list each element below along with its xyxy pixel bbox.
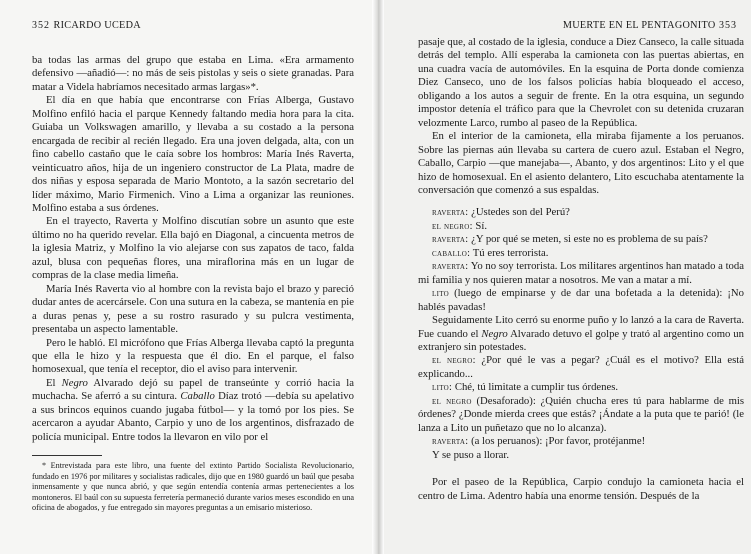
footnote-rule: [32, 455, 102, 456]
speech: Tú eres terrorista.: [472, 246, 549, 259]
right-running-head: [563, 20, 737, 31]
paragraph: El día en que había que encontrarse con Frías Alberga, Gustavo Molfino enfiló hacia el parque Kennedy faltando media hora para la cita. Guiaba un Volkswagen amarillo, y llevaba a su costado a la persona encargada de recibir al recién llegado. Era una joven delgada, alta, con un fino cabello castaño que le caía sobre los hombros: María Inés Raverta, veinticuatro años, hija de un ingeniero constructor de La Plata, madre de dos niñas y esposa separada de Mario Montoto, a la sazón secretario del líder máximo, Mario Firmenich. Vino a Lima a organizar las reuniones. Molfino estaba a sus órdenes.: [32, 94, 354, 214]
speech: (luego de empinarse y de dar una bofetada a la detenida): ¡No hablés pavadas!: [418, 287, 744, 313]
spacer: [418, 462, 744, 476]
paragraph: [418, 314, 744, 354]
paragraph: María Inés Raverta vio al hombre con la revista bajo el brazo y pareció dudar antes de acercársele. Con una sutura en la cabeza, se mantenía en pie a duras penas y, pese a su rostro rasurado y su pulcra vestimenta, presentaba un aspecto lamentable.: [32, 282, 354, 336]
dialogue-line: [418, 247, 744, 260]
text-run: Seguidamente Lito cerró su enorme puño y lo lanzó a la cara de Raverta. Fue cuando el: [418, 314, 744, 340]
left-running-head: [32, 20, 141, 31]
dialogue-line: [418, 287, 744, 314]
dialogue-line: [418, 260, 744, 287]
dialogue-line: [418, 435, 744, 448]
left-running-head-title: RICARDO UCEDA: [53, 20, 141, 31]
italic-run: Negro: [61, 376, 88, 389]
dialogue-line: [418, 206, 744, 219]
left-body-text: [32, 54, 354, 444]
text-run: Díaz trotó —debía su apelativo a sus brincos equinos cuando jugaba fútbol— y la tomó por los pies. Se acercaron a ayudar Abanto, Carpio y uno de los argentinos, disfrazado de policía municipal. Entre todos la llevaron en vilo por el: [32, 390, 354, 443]
right-running-head-title: MUERTE EN EL PENTAGONITO: [562, 20, 716, 31]
spacer: [418, 197, 744, 206]
speaker: el negro:: [432, 355, 476, 367]
paragraph: [32, 377, 354, 444]
footnote-text: * Entrevistada para este libro, una fuente del extinto Partido Socialista Revolucionario, fundado en 1976 por militares y socialistas radicales, dijo que en 1980 guardó un baúl que pesaba inmensamente y que nunca abrió, y que según entendía contenía armas pertenecientes a los montoneros. El baúl con su supuesta ferretería permaneció durante varios meses escondido en una oficina de abogados, y fue entregado sin mayores preguntas a un emisario misterioso.: [32, 461, 354, 513]
right-page: [378, 0, 751, 554]
text-run: Alvarado detuvo el golpe y trató al argentino como un extranjero sin potestades.: [418, 327, 744, 353]
dialogue-line: [418, 381, 744, 394]
speaker: raverta:: [432, 234, 469, 246]
paragraph: ba todas las armas del grupo que estaba en Lima. «Era armamento defensivo —añadió—: no más de seis pistolas y seis o siete granadas. Para matar a Videla habríamos necesitado armas largas»*.: [32, 54, 354, 93]
italic-run: Negro: [481, 327, 508, 340]
speaker: raverta:: [432, 261, 469, 273]
paragraph: Pero le habló. El micrófono que Frías Alberga llevaba captó la pregunta que ella le hizo y la respuesta que él dio. En el parque, el falso homosexual, que tenía el receptor, dio el aviso para intervenir.: [32, 336, 354, 376]
speaker: raverta:: [432, 207, 469, 219]
footnote: [32, 461, 354, 514]
speech: Yo no soy terrorista. Los militares argentinos han matado a toda mi familia y nos quieren matar a nosotros. Me van a matar a mí.: [418, 260, 744, 286]
paragraph: pasaje que, al costado de la iglesia, conduce a Diez Canseco, la calle situada detrás del templo. Allí esperaba la camioneta con las puertas abiertas, en una cuadra vacía de automóviles. En la esquina de Porta donde comienza Diez Canseco, uno de los falsos policías había bloqueado el acceso, obligando a los autos a seguir de frente. En la otra esquina, un segundo impostor detenía el tráfico para que la Chevrolet con su detenida cruzaran velozmente Larco, rumbo al paseo de la República.: [418, 36, 744, 129]
speaker: lito:: [432, 382, 453, 394]
paragraph: Por el paseo de la República, Carpio condujo la camioneta hacia el centro de Lima. Adentro había una enorme tensión. Después de la: [418, 476, 744, 502]
speech: ¿Y por qué se meten, si este no es problema de su país?: [471, 233, 708, 246]
dialogue-line: [418, 220, 744, 233]
speech: Ché, tú limitate a cumplir tus órdenes.: [454, 381, 619, 394]
speaker: el negro: [432, 395, 472, 407]
text-run: Alvarado dejó su papel de transeúnte y corrió hacia la muchacha. Se aferró a su cintura.: [32, 376, 354, 403]
dialogue-line: [418, 354, 744, 381]
speech: ¿Por qué le vas a pegar? ¿Cuál es el motivo? Ella está explicando...: [418, 354, 744, 380]
paragraph: Y se puso a llorar.: [432, 448, 510, 461]
book-gutter: [372, 0, 384, 554]
right-body-text: [418, 36, 744, 503]
speaker: caballo:: [432, 247, 471, 259]
speaker: raverta:: [432, 436, 469, 448]
left-page-number: 352: [32, 20, 50, 31]
speaker: lito: [432, 288, 450, 300]
italic-run: Caballo: [180, 390, 215, 403]
speech: Sí.: [475, 219, 488, 232]
speaker: el negro:: [432, 220, 473, 232]
speech: ¿Ustedes son del Perú?: [471, 206, 570, 219]
paragraph: En el interior de la camioneta, ella miraba fijamente a los peruanos. Sobre las piernas aún llevaba su cartera de cuero azul. Estaban el Negro, Caballo, Carpio —que manejaba—, Abanto, y dos argentinos: Lito y el que hizo de homosexual. En el asiento delantero, Lito escuchaba atentamente la conversación que comenzó a sus espaldas.: [418, 130, 744, 196]
dialogue-line: [418, 395, 744, 435]
right-page-number: 353: [719, 20, 737, 31]
speech: (Desaforado): ¿Quién chucha eres tú para hablarme de mis órdenes? ¿Donde mierda crees que estás? ¡Ándate a la puta que te parió! (le lanza a Lito un puñetazo que no lo alcanza).: [418, 394, 745, 434]
paragraph: En el trayecto, Raverta y Molfino discutían sobre un asunto que este último no ha querido revelar. Ella bajó en Diagonal, a cincuenta metros de la iglesia Matriz, y Molfino la vio alejarse con sus zapatos de taco, falda azul, blusa con pequeñas flores, una miraflorina más en un lugar de compras de la clase media limeña.: [32, 215, 354, 282]
dialogue-line: [418, 233, 744, 246]
speech: (a los peruanos): ¡Por favor, protéjanme!: [471, 435, 646, 448]
text-run: El: [46, 376, 62, 389]
